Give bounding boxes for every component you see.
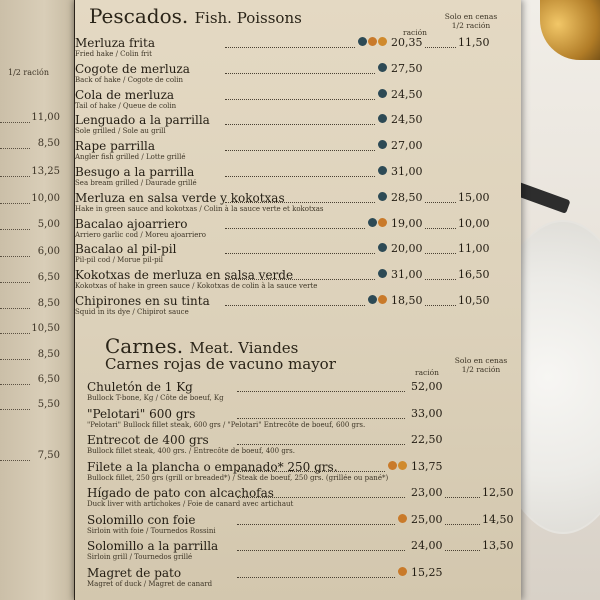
fish-subtitle: Fish. Poissons bbox=[194, 9, 302, 27]
allergen-icon bbox=[398, 461, 407, 470]
item-half-price: 11,50 bbox=[458, 36, 490, 49]
fish-allergen-icon bbox=[378, 89, 387, 98]
item-description: Angler fish grilled / Lotte grillé bbox=[75, 153, 186, 162]
allergen-icons bbox=[378, 89, 387, 99]
allergen-icons bbox=[398, 567, 407, 577]
item-price: 23,00 bbox=[411, 486, 443, 499]
item-description: Bullock T-bone, Kg / Côte de boeuf, Kg bbox=[87, 394, 224, 402]
item-price: 24,00 bbox=[411, 539, 443, 552]
allergen-icons bbox=[378, 63, 387, 73]
item-description: Sirloin grill / Tournedos grillé bbox=[87, 553, 193, 561]
item-description: Duck liver with artichokes / Foie de canard avec artichaut bbox=[87, 500, 294, 508]
item-half-price: 10,50 bbox=[458, 294, 490, 307]
menu-page bbox=[75, 0, 521, 600]
item-description: Sole grilled / Sole au grill bbox=[75, 127, 166, 136]
item-price: 31,00 bbox=[391, 268, 423, 282]
leader-dots bbox=[225, 252, 375, 254]
item-half-price: 15,00 bbox=[458, 190, 490, 204]
menu-item bbox=[75, 165, 485, 191]
left-page-price: 8,50 bbox=[37, 349, 60, 360]
item-description: Bullock fillet steak, 400 grs. / Entrecôte de boeuf, 400 grs. bbox=[87, 447, 295, 455]
item-half-price: 16,50 bbox=[458, 268, 490, 282]
item-name: "Pelotari" 600 grs bbox=[87, 406, 196, 421]
fish-section-title bbox=[89, 4, 302, 28]
item-price: 20,00 bbox=[391, 242, 423, 256]
item-description: Pil-pil cod / Morue pil-pil bbox=[75, 256, 164, 265]
left-page-leader bbox=[0, 358, 30, 360]
item-name: Bacalao ajoarriero bbox=[75, 216, 188, 231]
menu-item bbox=[75, 190, 490, 217]
item-name: Besugo a la parrilla bbox=[75, 165, 195, 179]
item-name: Merluza frita bbox=[75, 36, 155, 50]
leader-dots bbox=[225, 304, 365, 306]
left-page-price: 10,00 bbox=[31, 193, 60, 204]
leader-dots bbox=[225, 72, 375, 74]
left-page-price: 10,50 bbox=[31, 323, 60, 334]
allergen-icons bbox=[398, 514, 407, 524]
allergen-icons bbox=[378, 269, 387, 279]
allergen-icons bbox=[378, 140, 387, 150]
menu-item bbox=[75, 88, 485, 114]
left-page-price: 7,50 bbox=[37, 450, 60, 461]
half-leader-dots bbox=[425, 227, 456, 229]
left-page-price: 6,50 bbox=[37, 272, 60, 283]
item-description: Sea bream grilled / Daurade grillé bbox=[75, 179, 197, 187]
fish-allergen-icon bbox=[368, 218, 377, 227]
item-name: Entrecot de 400 grs bbox=[87, 433, 209, 447]
item-name: Rape parrilla bbox=[75, 139, 156, 154]
left-page-leader bbox=[0, 202, 30, 204]
half-leader-dots bbox=[425, 201, 456, 203]
meat-subtitle: Meat. Viandes bbox=[189, 339, 299, 357]
left-page-leader bbox=[0, 147, 30, 149]
menu-item bbox=[75, 36, 490, 62]
menu-item bbox=[87, 407, 497, 433]
fish-allergen-icon bbox=[378, 243, 387, 252]
leader-dots bbox=[237, 523, 395, 525]
gluten-allergen-icon bbox=[378, 295, 387, 304]
fish-col-racion: ración bbox=[403, 28, 428, 37]
leader-dots bbox=[237, 496, 405, 498]
left-page-price: 5,50 bbox=[37, 399, 60, 410]
left-page-leader bbox=[0, 383, 30, 385]
left-page-leader bbox=[0, 307, 30, 309]
allergen-icons bbox=[378, 243, 387, 253]
left-page-leader bbox=[0, 281, 30, 283]
item-half-price: 10,00 bbox=[458, 216, 490, 230]
menu-item bbox=[75, 216, 490, 243]
half-leader-dots bbox=[445, 496, 480, 498]
fish-allergen-icon bbox=[368, 295, 377, 304]
allergen-icons bbox=[378, 166, 387, 176]
item-price: 27,50 bbox=[391, 61, 423, 75]
meat-subsection: Carnes rojas de vacuno mayor bbox=[105, 355, 336, 373]
item-half-price: 12,50 bbox=[482, 486, 514, 499]
half-leader-dots bbox=[425, 252, 456, 254]
item-price: 19,00 bbox=[391, 216, 423, 230]
item-price: 28,50 bbox=[391, 190, 423, 204]
item-name: Filete a la plancha o empanado* 250 grs. bbox=[87, 459, 338, 474]
left-page-leader bbox=[0, 408, 30, 410]
item-description: Tail of hake / Queue de colin bbox=[75, 101, 177, 110]
item-price: 13,75 bbox=[411, 459, 443, 473]
leader-dots bbox=[225, 46, 355, 48]
fish-allergen-icon bbox=[378, 114, 387, 123]
leader-dots bbox=[225, 149, 375, 151]
leader-dots bbox=[237, 576, 395, 578]
item-name: Kokotxas de merluza en salsa verde bbox=[75, 268, 294, 283]
meat-col-half: Solo en cenas 1/2 ración bbox=[454, 356, 508, 374]
allergen-icons bbox=[388, 461, 407, 471]
item-price: 33,00 bbox=[411, 406, 443, 420]
left-page-leader bbox=[0, 459, 30, 461]
item-description: Squid in its dye / Chipirot sauce bbox=[75, 308, 189, 316]
item-half-price: 11,00 bbox=[458, 242, 490, 256]
menu-item bbox=[87, 512, 514, 539]
item-description: Sirloin with foie / Tournedos Rossini bbox=[87, 526, 216, 535]
item-name: Solomillo a la parrilla bbox=[87, 539, 219, 553]
half-leader-dots bbox=[425, 304, 456, 306]
fish-allergen-icon bbox=[378, 140, 387, 149]
half-leader-dots bbox=[445, 523, 480, 525]
item-half-price: 13,50 bbox=[482, 539, 514, 552]
menu-item bbox=[75, 294, 490, 320]
menu-item bbox=[75, 62, 485, 88]
item-name: Chipirones en su tinta bbox=[75, 294, 210, 308]
leader-dots bbox=[237, 390, 405, 392]
item-price: 31,00 bbox=[391, 165, 423, 178]
left-page-price: 6,50 bbox=[37, 374, 60, 385]
item-description: Magret of duck / Magret de canard bbox=[87, 579, 213, 588]
left-page-leader bbox=[0, 175, 30, 177]
item-name: Merluza en salsa verde y kokotxas bbox=[75, 190, 285, 205]
item-name: Hígado de pato con alcachofas bbox=[87, 486, 274, 500]
item-price: 24,50 bbox=[391, 87, 423, 101]
left-page-leader bbox=[0, 228, 30, 230]
leader-dots bbox=[237, 443, 405, 445]
menu-item bbox=[87, 566, 497, 592]
leader-dots bbox=[225, 123, 375, 125]
half-leader-dots bbox=[425, 46, 456, 48]
fish-allergen-icon bbox=[378, 166, 387, 175]
menu-item bbox=[75, 139, 485, 165]
item-price: 15,25 bbox=[411, 565, 443, 579]
allergen-icons bbox=[368, 218, 387, 228]
leader-dots bbox=[237, 549, 405, 551]
item-half-price: 14,50 bbox=[482, 512, 514, 526]
item-name: Solomillo con foie bbox=[87, 512, 196, 527]
allergen-icon bbox=[378, 37, 387, 46]
left-page-header: 1/2 ración bbox=[8, 68, 50, 77]
item-price: 27,00 bbox=[391, 139, 423, 153]
gluten-allergen-icon bbox=[398, 567, 407, 576]
menu-item bbox=[75, 242, 490, 268]
leader-dots bbox=[225, 278, 375, 280]
left-page-leader bbox=[0, 255, 30, 257]
menu-item bbox=[87, 486, 514, 512]
leader-dots bbox=[225, 227, 365, 229]
item-name: Chuletón de 1 Kg bbox=[87, 380, 193, 394]
menu-item bbox=[87, 433, 497, 459]
menu-item bbox=[87, 380, 497, 406]
meat-col-racion: ración bbox=[415, 368, 440, 377]
item-price: 18,50 bbox=[391, 294, 423, 307]
menu-item bbox=[87, 539, 514, 565]
item-price: 52,00 bbox=[411, 380, 443, 393]
fish-allergen-icon bbox=[378, 192, 387, 201]
left-page-price: 13,25 bbox=[31, 166, 60, 177]
item-name: Bacalao al pil-pil bbox=[75, 242, 177, 257]
fish-col-half: Solo en cenas 1/2 ración bbox=[444, 12, 498, 30]
leader-dots bbox=[237, 417, 405, 419]
gluten-allergen-icon bbox=[378, 218, 387, 227]
left-page-price: 5,00 bbox=[37, 219, 60, 230]
item-description: Fried hake / Colin frit bbox=[75, 50, 152, 58]
fish-allergen-icon bbox=[378, 63, 387, 72]
item-name: Lenguado a la parrilla bbox=[75, 113, 210, 128]
item-description: Bullock fillet, 250 grs (grill or breaded*) / Steak de boeuf, 250 grs. (grillée ou pané*) bbox=[87, 473, 389, 482]
half-leader-dots bbox=[445, 549, 480, 551]
item-price: 24,50 bbox=[391, 113, 423, 127]
leader-dots bbox=[225, 98, 375, 100]
item-name: Cola de merluza bbox=[75, 87, 175, 102]
leader-dots bbox=[225, 175, 375, 177]
allergen-icons bbox=[358, 37, 387, 47]
fish-allergen-icon bbox=[378, 269, 387, 278]
leader-dots bbox=[237, 470, 385, 472]
item-name: Magret de pato bbox=[87, 565, 182, 580]
item-description: "Pelotari" Bullock fillet steak, 600 grs / "Pelotari" Entrecôte de boeuf, 600 grs. bbox=[87, 420, 366, 429]
left-menu-page bbox=[0, 0, 74, 600]
allergen-icons bbox=[378, 114, 387, 124]
item-description: Hake in green sauce and kokotxas / Colin à la sauce verte et kokotxas bbox=[75, 204, 324, 213]
fish-allergen-icon bbox=[358, 37, 367, 46]
left-page-price: 11,00 bbox=[31, 112, 60, 123]
gluten-allergen-icon bbox=[398, 514, 407, 523]
item-price: 20,35 bbox=[391, 36, 423, 49]
gluten-allergen-icon bbox=[368, 37, 377, 46]
menu-item bbox=[87, 460, 497, 486]
item-description: Kokotxas of hake in green sauce / Kokotxas de colin à la sauce verte bbox=[75, 282, 318, 291]
item-price: 25,00 bbox=[411, 512, 443, 526]
item-description: Back of hake / Cogote de colin bbox=[75, 75, 184, 84]
meat-title: Carnes. bbox=[105, 334, 184, 358]
left-page-price: 8,50 bbox=[37, 138, 60, 149]
half-leader-dots bbox=[425, 278, 456, 280]
item-description: Arriero garlic cod / Moreu ajoarriero bbox=[75, 230, 206, 239]
left-page-leader bbox=[0, 332, 30, 334]
item-name: Cogote de merluza bbox=[75, 61, 190, 76]
allergen-icons bbox=[368, 295, 387, 305]
menu-item bbox=[75, 113, 485, 139]
gluten-allergen-icon bbox=[388, 461, 397, 470]
fish-title: Pescados. bbox=[89, 4, 189, 28]
leader-dots bbox=[225, 201, 375, 203]
item-price: 22,50 bbox=[411, 433, 443, 446]
left-page-price: 8,50 bbox=[37, 298, 60, 309]
left-page-price: 6,00 bbox=[37, 246, 60, 257]
left-page-leader bbox=[0, 121, 30, 123]
menu-item bbox=[75, 268, 490, 294]
allergen-icons bbox=[378, 192, 387, 202]
